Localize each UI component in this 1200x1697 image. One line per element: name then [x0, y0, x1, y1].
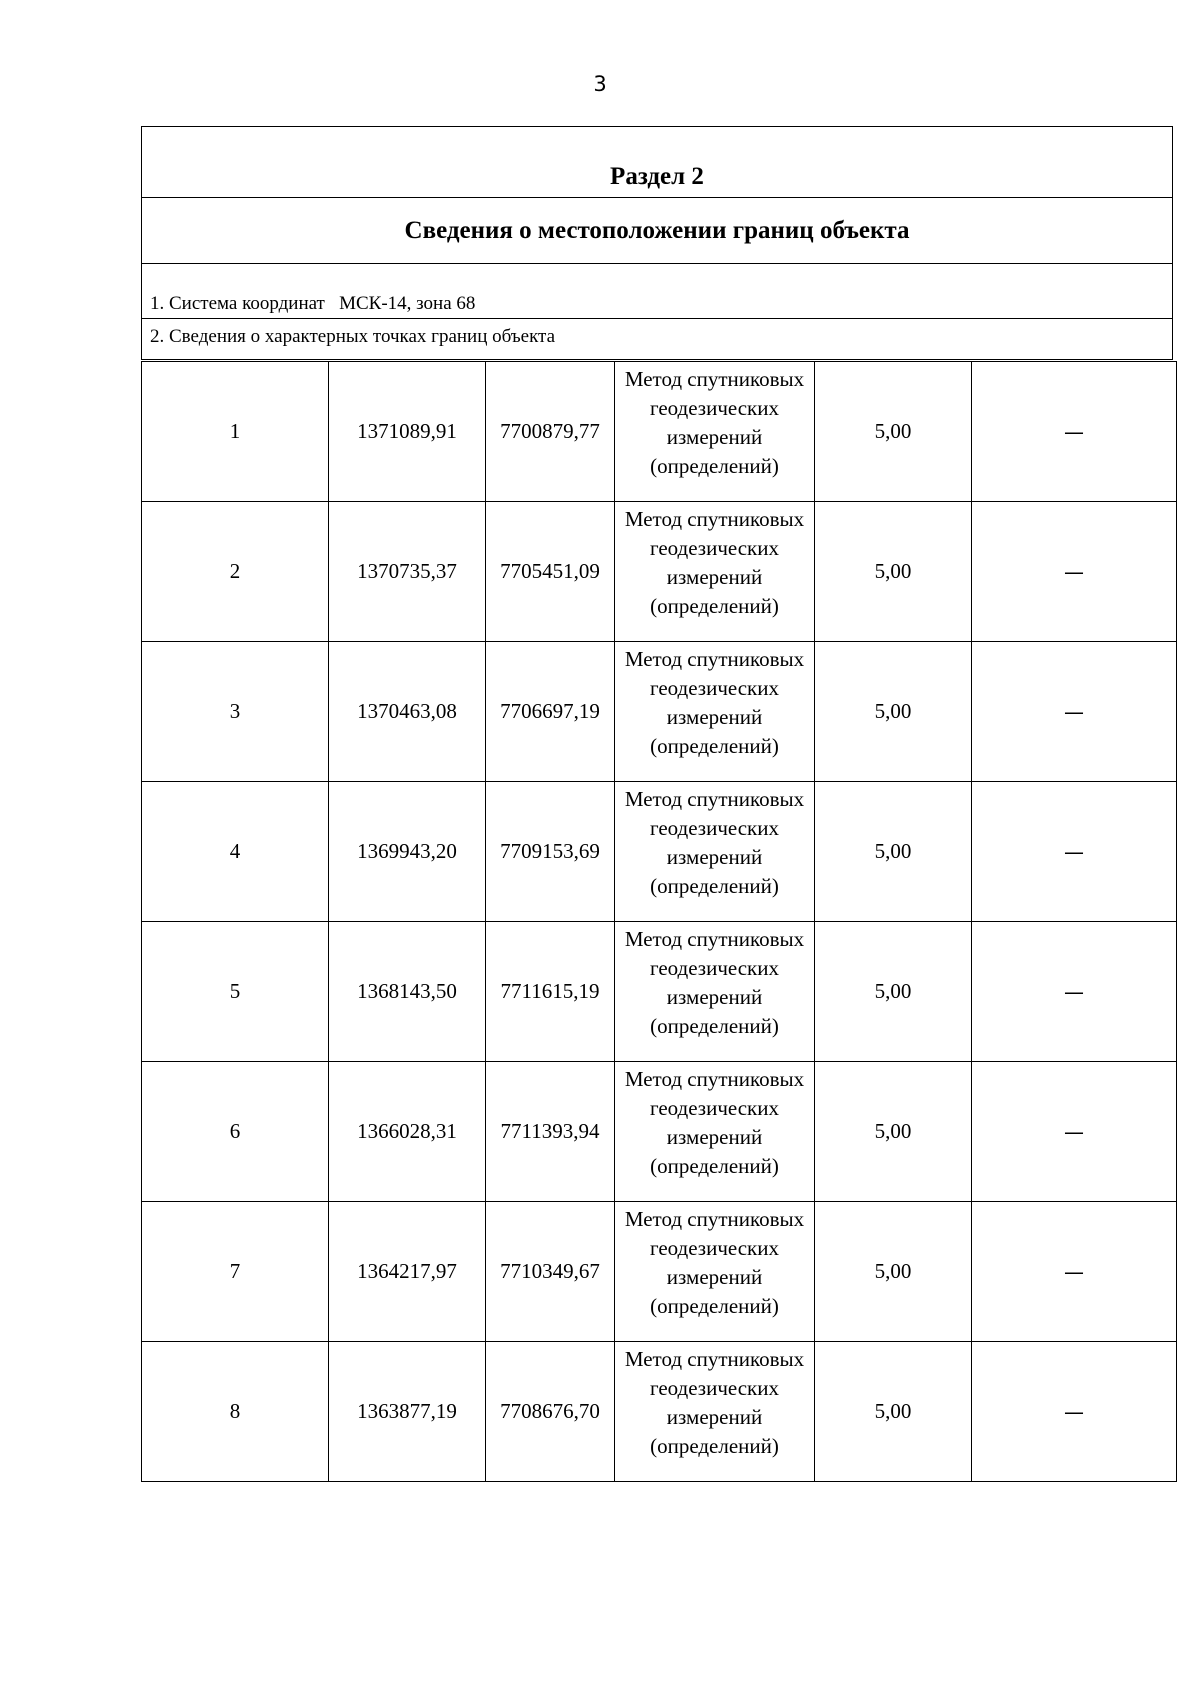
points-heading-row	[142, 319, 1172, 359]
coordinate-x: 1370735,37	[329, 502, 486, 642]
method-cell	[615, 362, 815, 502]
accuracy-value: 5,00	[815, 1062, 972, 1202]
method-cell	[615, 502, 815, 642]
note-dash: —	[972, 782, 1177, 922]
table-row	[142, 362, 1177, 502]
boundary-points-table	[141, 361, 1177, 1482]
method-line: Метод спутниковых	[624, 1067, 805, 1091]
accuracy-value: 5,00	[815, 1202, 972, 1342]
method-line: геодезических	[649, 1376, 779, 1400]
method-line: (определений)	[650, 1294, 779, 1318]
method-line: Метод спутниковых	[624, 367, 805, 391]
accuracy-value: 5,00	[815, 642, 972, 782]
method-line: геодезических	[649, 816, 779, 840]
table-row	[142, 502, 1177, 642]
note-dash: —	[972, 502, 1177, 642]
method-line: (определений)	[650, 1014, 779, 1038]
accuracy-value: 5,00	[815, 1342, 972, 1482]
method-cell	[615, 642, 815, 782]
accuracy-value: 5,00	[815, 502, 972, 642]
method-line: (определений)	[650, 1154, 779, 1178]
method-line: (определений)	[650, 734, 779, 758]
section-header	[141, 126, 1173, 360]
method-line: Метод спутниковых	[624, 647, 805, 671]
note-dash: —	[972, 362, 1177, 502]
method-line: геодезических	[649, 1236, 779, 1260]
method-cell	[615, 1062, 815, 1202]
method-line: измерений	[666, 425, 763, 449]
coordinate-y: 7700879,77	[486, 362, 615, 502]
method-line: геодезических	[649, 956, 779, 980]
coordinate-x: 1369943,20	[329, 782, 486, 922]
method-line: измерений	[666, 1405, 763, 1429]
note-dash: —	[972, 1062, 1177, 1202]
method-line: измерений	[666, 1265, 763, 1289]
coordinate-y: 7706697,19	[486, 642, 615, 782]
note-dash: —	[972, 1202, 1177, 1342]
coordinate-x: 1366028,31	[329, 1062, 486, 1202]
method-line: геодезических	[649, 536, 779, 560]
method-line: Метод спутниковых	[624, 787, 805, 811]
method-cell	[615, 1202, 815, 1342]
coordinate-y: 7711615,19	[486, 922, 615, 1062]
method-line: (определений)	[650, 874, 779, 898]
section-title: Сведения о местоположении границ объекта	[142, 198, 1172, 264]
point-number: 6	[142, 1062, 329, 1202]
method-line: измерений	[666, 705, 763, 729]
method-line: (определений)	[650, 454, 779, 478]
coordinate-y: 7705451,09	[486, 502, 615, 642]
method-line: геодезических	[649, 1096, 779, 1120]
table-row	[142, 782, 1177, 922]
point-number: 5	[142, 922, 329, 1062]
coordinate-system-row	[142, 264, 1172, 319]
method-line: (определений)	[650, 1434, 779, 1458]
boundary-points-body	[142, 362, 1177, 1482]
section-label-row	[142, 127, 1172, 198]
section-label: Раздел 2	[610, 163, 704, 190]
coordinate-x: 1364217,97	[329, 1202, 486, 1342]
point-number: 3	[142, 642, 329, 782]
method-line: геодезических	[649, 676, 779, 700]
note-dash: —	[972, 1342, 1177, 1482]
coordinate-x: 1371089,91	[329, 362, 486, 502]
point-number: 4	[142, 782, 329, 922]
method-cell	[615, 1342, 815, 1482]
coordinate-y: 7708676,70	[486, 1342, 615, 1482]
point-number: 7	[142, 1202, 329, 1342]
coordinate-system: 1. Система координат МСК-14, зона 68	[150, 293, 476, 314]
method-line: Метод спутниковых	[624, 1347, 805, 1371]
coordinate-x: 1368143,50	[329, 922, 486, 1062]
coordinate-x: 1363877,19	[329, 1342, 486, 1482]
method-line: Метод спутниковых	[624, 507, 805, 531]
method-line: Метод спутниковых	[624, 1207, 805, 1231]
coordinate-y: 7711393,94	[486, 1062, 615, 1202]
method-line: измерений	[666, 985, 763, 1009]
method-cell	[615, 782, 815, 922]
table-row	[142, 642, 1177, 782]
point-number: 8	[142, 1342, 329, 1482]
table-row	[142, 1202, 1177, 1342]
coordinate-y: 7710349,67	[486, 1202, 615, 1342]
table-row	[142, 922, 1177, 1062]
table-row	[142, 1342, 1177, 1482]
points-heading: 2. Сведения о характерных точках границ объекта	[150, 326, 556, 347]
method-line: измерений	[666, 845, 763, 869]
note-dash: —	[972, 922, 1177, 1062]
method-line: измерений	[666, 1125, 763, 1149]
method-line: измерений	[666, 565, 763, 589]
method-line: Метод спутниковых	[624, 927, 805, 951]
accuracy-value: 5,00	[815, 362, 972, 502]
table-row	[142, 1062, 1177, 1202]
coordinate-y: 7709153,69	[486, 782, 615, 922]
note-dash: —	[972, 642, 1177, 782]
point-number: 1	[142, 362, 329, 502]
method-cell	[615, 922, 815, 1062]
accuracy-value: 5,00	[815, 782, 972, 922]
method-line: геодезических	[649, 396, 779, 420]
method-line: (определений)	[650, 594, 779, 618]
point-number: 2	[142, 502, 329, 642]
coordinate-x: 1370463,08	[329, 642, 486, 782]
page-number: 3	[593, 72, 607, 96]
accuracy-value: 5,00	[815, 922, 972, 1062]
